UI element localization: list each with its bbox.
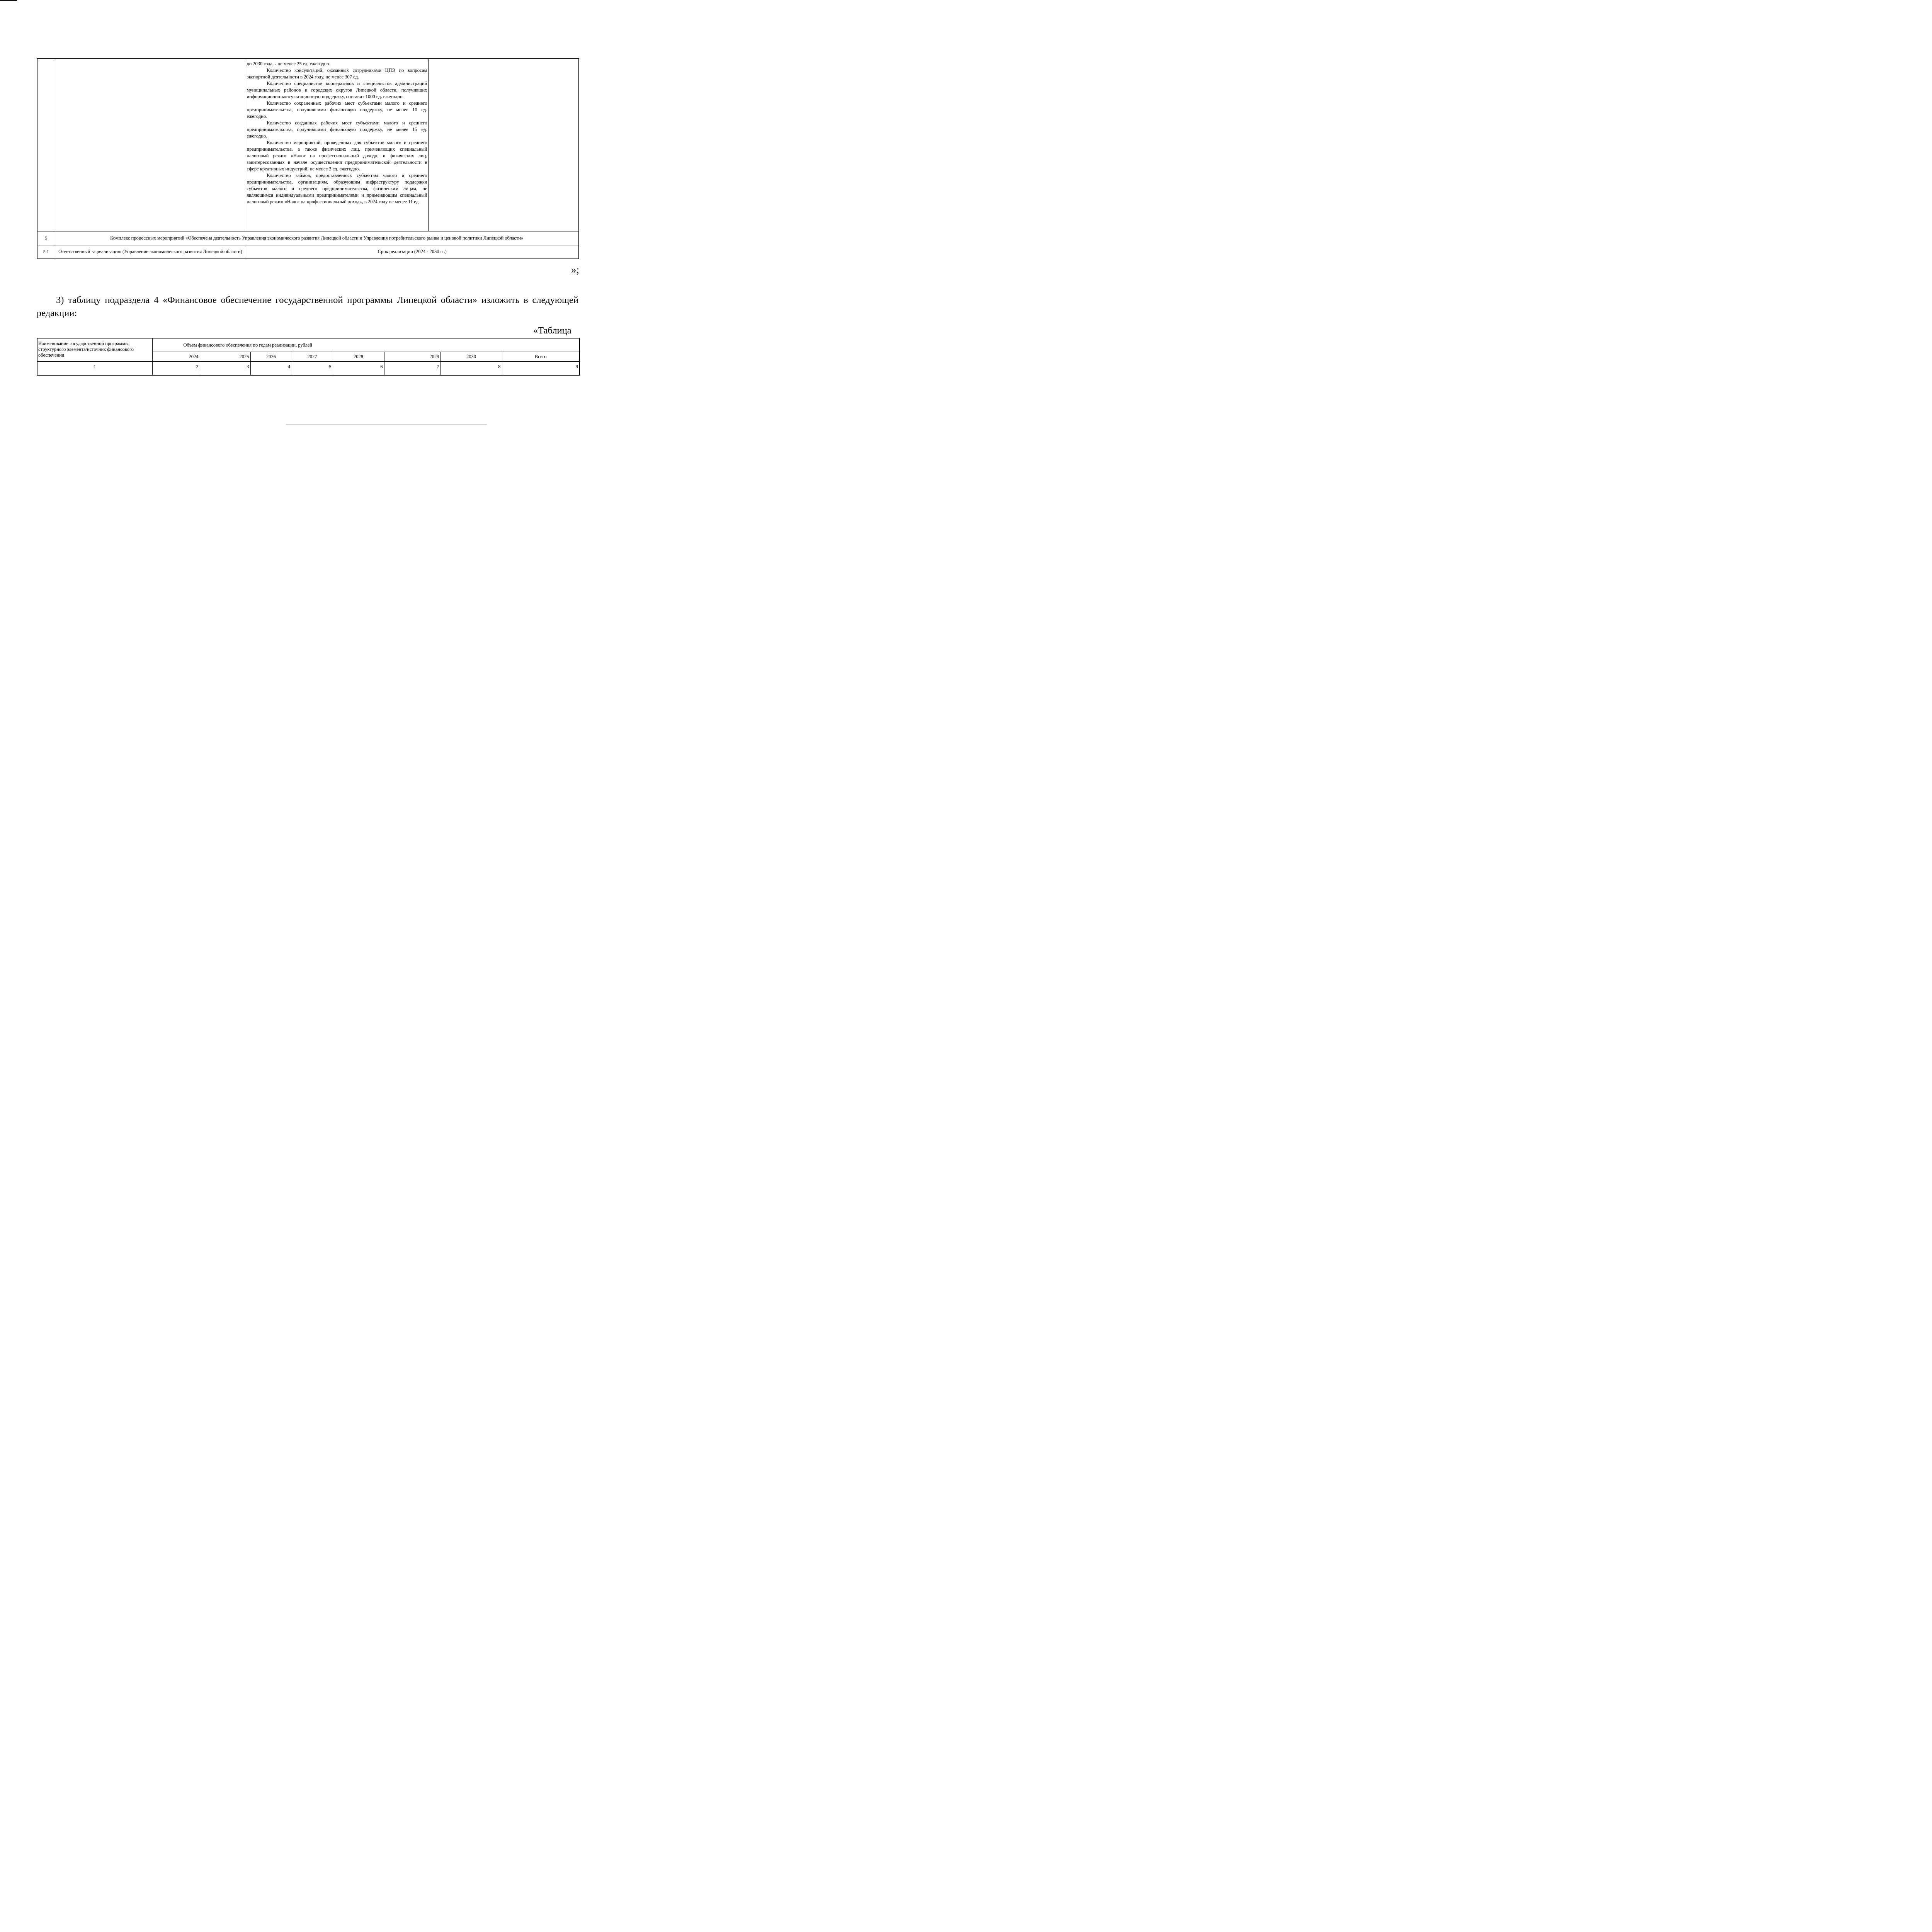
implementation-term-cell: Срок реализации (2024 - 2030 гг.) (246, 245, 579, 259)
column-number: 8 (440, 362, 502, 376)
indicator-paragraph: Количество созданных рабочих мест субъектами малого и среднего предпринимательства, получившими финансовую поддержку, не менее 15 ед. ежегодно. (247, 120, 427, 139)
column-number: 4 (250, 362, 292, 376)
column-number: 9 (502, 362, 580, 376)
column-number: 7 (384, 362, 440, 376)
year-header: 2026 (250, 352, 292, 362)
indicator-paragraph: до 2030 года, - не менее 25 ед. ежегодно. (247, 61, 330, 66)
element-name-cell (55, 59, 246, 231)
process-measures-complex: Комплекс процессных мероприятий «Обеспечена деятельность Управления экономического развития Липецкой области и Управления потребительского рынка и ценовой политики Липецкой области» (55, 231, 579, 245)
column-number: 3 (200, 362, 250, 376)
year-header: 2028 (333, 352, 384, 362)
indicator-paragraph: Количество сохраненных рабочих мест субъектами малого и среднего предпринимательства, получившими финансовую поддержку, не менее 10 ед. ежегодно. (247, 100, 427, 119)
column-number: 1 (37, 362, 152, 376)
year-header: 2029 (384, 352, 440, 362)
indicator-paragraph: Количество займов, предоставленных субъектам малого и среднего предпринимательства, организациям, образующим инфраструктуру поддержки субъектов малого и среднего предпринимательства, физическим лицам, не являющимся индивидуальными предпринимателями и применяющим специальный налоговый режим «Налог на профессиональный доход», в 2024 году не менее 11 ед. (247, 173, 427, 204)
table-row (37, 338, 580, 352)
table-row (37, 362, 580, 376)
table-row (37, 59, 579, 231)
year-header: 2027 (292, 352, 333, 362)
year-header: 2030 (440, 352, 502, 362)
indicators-table (37, 58, 579, 259)
indicator-paragraph: Количество специалистов кооперативов и специалистов администраций муниципальных районов и городских округов Липецкой области, получивших информационно-консультационную поддержку, составит 1000 ед. ежегодно. (247, 81, 427, 99)
row-number-cell (37, 59, 55, 231)
column-number: 6 (333, 362, 384, 376)
indicators-text-cell (246, 59, 428, 231)
amendment-paragraph: 3) таблицу подраздела 4 «Финансовое обеспечение государственной программы Липецкой области» изложить в следующей редакции: (37, 295, 578, 318)
column-number: 5 (292, 362, 333, 376)
scan-edge-mark (286, 424, 487, 425)
responsible-cell: Ответственный за реализацию (Управление экономического развития Липецкой области) (55, 245, 246, 259)
program-name-header: Наименование государственной программы, структурного элемента/источник финансового обеспечения (37, 338, 152, 362)
column-number: 2 (152, 362, 200, 376)
total-header: Всего (502, 352, 580, 362)
year-header: 2025 (200, 352, 250, 362)
table-caption: «Таблица (533, 325, 571, 336)
volume-header: Объем финансового обеспечения по годам реализации, рублей (152, 338, 580, 352)
row-number-5-1: 5.1 (37, 245, 55, 259)
scan-corner-mark (0, 0, 17, 1)
row-number-5: 5 (37, 231, 55, 245)
table-row (37, 231, 579, 245)
closing-quote: »; (571, 264, 580, 276)
year-header: 2024 (152, 352, 200, 362)
indicator-paragraph: Количество консультаций, оказанных сотрудниками ЦПЭ по вопросам экспортной деятельности в 2024 году, не менее 307 ед. (247, 68, 427, 80)
empty-cell (428, 59, 579, 231)
table-row (37, 245, 579, 259)
finance-table (37, 338, 580, 376)
indicator-paragraph: Количество мероприятий, проведенных для субъектов малого и среднего предпринимательства, а также физических лиц, применяющих специальный налоговый режим «Налог на профессиональный доход», и физических лиц, заинтересованных в начале осуществления предпринимательской деятельности в сфере креативных индустрий, не менее 3 ед. ежегодно. (247, 140, 427, 172)
